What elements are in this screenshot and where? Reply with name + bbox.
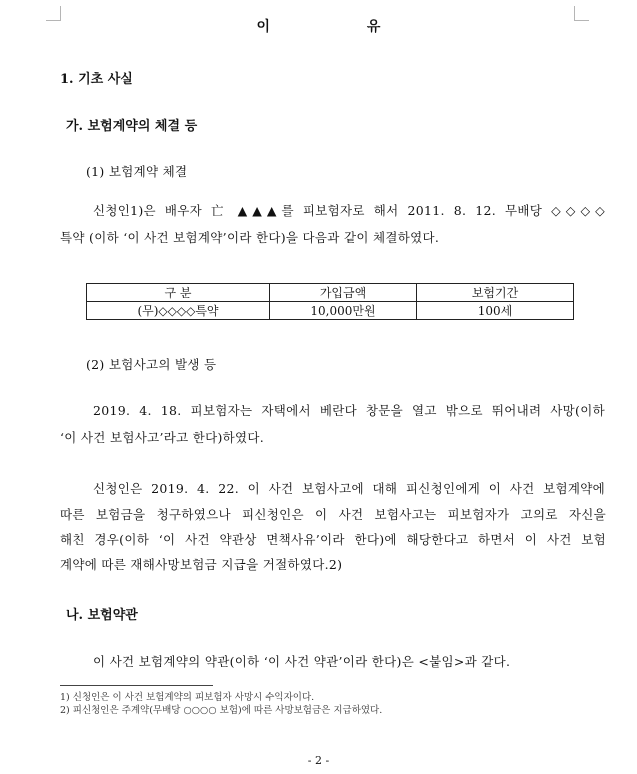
paragraph-line: 2019. 4. 18. 피보험자는 자택에서 베란다 창문을 열고 밖으로 뛰어내려 사망(이하 bbox=[93, 403, 605, 418]
table-header-cell: 가입금액 bbox=[270, 284, 417, 302]
paragraph-line: 해친 경우(이하 ‘이 사건 약관상 면책사유’이라 한다)에 해당한다고 하면서 이 사건 보험 bbox=[60, 532, 606, 547]
table-cell: (무)◇◇◇◇특약 bbox=[87, 302, 270, 320]
table-cell: 10,000만원 bbox=[270, 302, 417, 320]
item-heading-contract-conclusion: (1) 보험계약 체결 bbox=[86, 164, 188, 179]
paragraph-line: 따른 보험금을 청구하였으나 피신청인은 이 사건 보험사고는 피보험자가 고의로 자신을 bbox=[60, 507, 606, 522]
subsection-heading-terms: 나. 보험약관 bbox=[66, 608, 138, 623]
paragraph-line: 신청인은 2019. 4. 22. 이 사건 보험사고에 대해 피신청인에게 이 사건 보험계약에 bbox=[93, 481, 605, 496]
paragraph-line: ‘이 사건 보험사고’라고 한다)하였다. bbox=[60, 430, 265, 445]
item-heading-accident: (2) 보험사고의 발생 등 bbox=[86, 357, 217, 372]
table-header-row bbox=[87, 284, 574, 302]
paragraph-line: 신청인1)은 배우자 亡 ▲▲▲를 피보험자로 해서 2011. 8. 12. 무배당 ◇◇◇◇ bbox=[93, 203, 605, 218]
section-heading-basic-facts: 1. 기초 사실 bbox=[60, 72, 133, 87]
subsection-heading-contract: 가. 보험계약의 체결 등 bbox=[66, 119, 198, 134]
paragraph-line: 계약에 따른 재해사망보험금 지급을 거절하였다.2) bbox=[60, 557, 343, 572]
footnote-divider bbox=[60, 685, 213, 686]
page-number: - 2 - bbox=[307, 754, 330, 767]
footnote: 2) 피신청인은 주계약(무배당 ○○○○ 보험)에 따른 사망보험금은 지급하였다. bbox=[60, 705, 383, 716]
paragraph-line: 이 사건 보험계약의 약관(이하 ‘이 사건 약관’이라 한다)은 <붙임>과 같다. bbox=[93, 654, 511, 669]
table-header-cell: 보험기간 bbox=[417, 284, 574, 302]
insurance-table bbox=[86, 283, 574, 320]
table-row bbox=[87, 302, 574, 320]
table-header-cell: 구 분 bbox=[87, 284, 270, 302]
table-cell: 100세 bbox=[417, 302, 574, 320]
document-title: 이 유 bbox=[256, 19, 427, 35]
paragraph-line: 특약 (이하 ‘이 사건 보험계약’이라 한다)을 다음과 같이 체결하였다. bbox=[60, 230, 440, 245]
footnote: 1) 신청인은 이 사건 보험계약의 피보험자 사망시 수익자이다. bbox=[60, 692, 315, 703]
